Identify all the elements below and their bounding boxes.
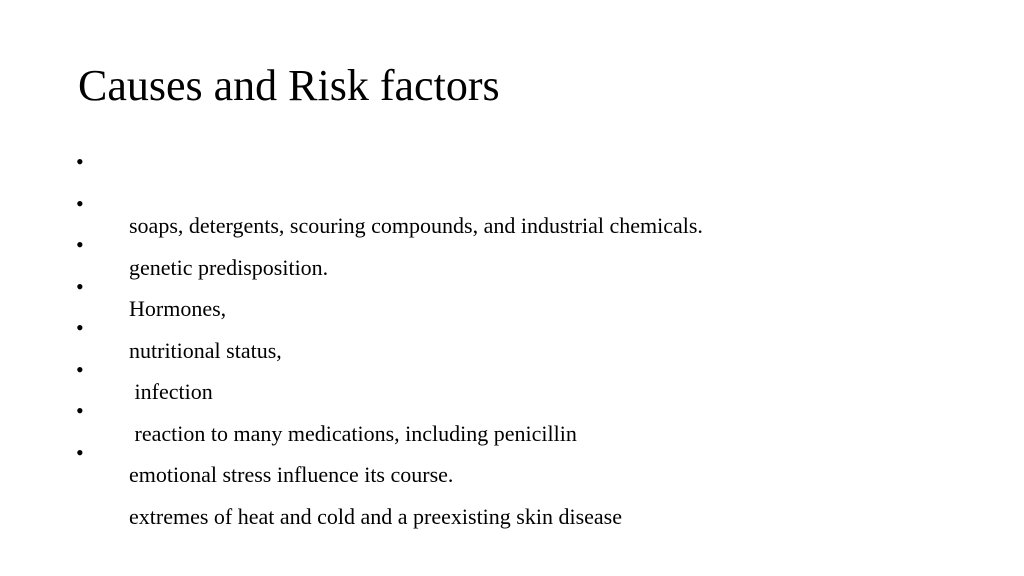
bullet-icon: • bbox=[76, 356, 84, 382]
slide-title: Causes and Risk factors bbox=[78, 61, 500, 110]
bullet-icon: • bbox=[76, 315, 84, 340]
list-item bbox=[76, 395, 976, 487]
list-item bbox=[76, 188, 976, 280]
bullet-icon: • bbox=[76, 273, 84, 299]
list-item bbox=[76, 437, 976, 529]
bullet-icon: • bbox=[76, 190, 84, 216]
list-item bbox=[76, 271, 976, 363]
list-item-text: infection bbox=[129, 379, 213, 404]
list-item-text: soaps, detergents, scouring compounds, and industrial chemicals. bbox=[129, 213, 703, 238]
bullet-icon: • bbox=[76, 232, 84, 257]
list-item-text: extremes of heat and cold and a preexisting skin disease bbox=[129, 503, 623, 529]
list-item bbox=[76, 312, 976, 404]
list-item bbox=[76, 229, 976, 321]
bullet-icon: • bbox=[76, 149, 84, 174]
list-item-text: emotional stress influence its course. bbox=[129, 462, 454, 487]
list-item-text: genetic predisposition. bbox=[129, 254, 329, 280]
bullet-icon: • bbox=[76, 439, 84, 465]
list-item bbox=[76, 354, 976, 446]
list-item-text: nutritional status, bbox=[129, 337, 282, 363]
list-item-text: Hormones, bbox=[129, 296, 227, 321]
bullet-icon: • bbox=[76, 398, 84, 423]
list-item bbox=[76, 146, 976, 238]
bullet-list bbox=[76, 146, 976, 529]
list-item-text: reaction to many medications, including penicillin bbox=[129, 420, 577, 446]
